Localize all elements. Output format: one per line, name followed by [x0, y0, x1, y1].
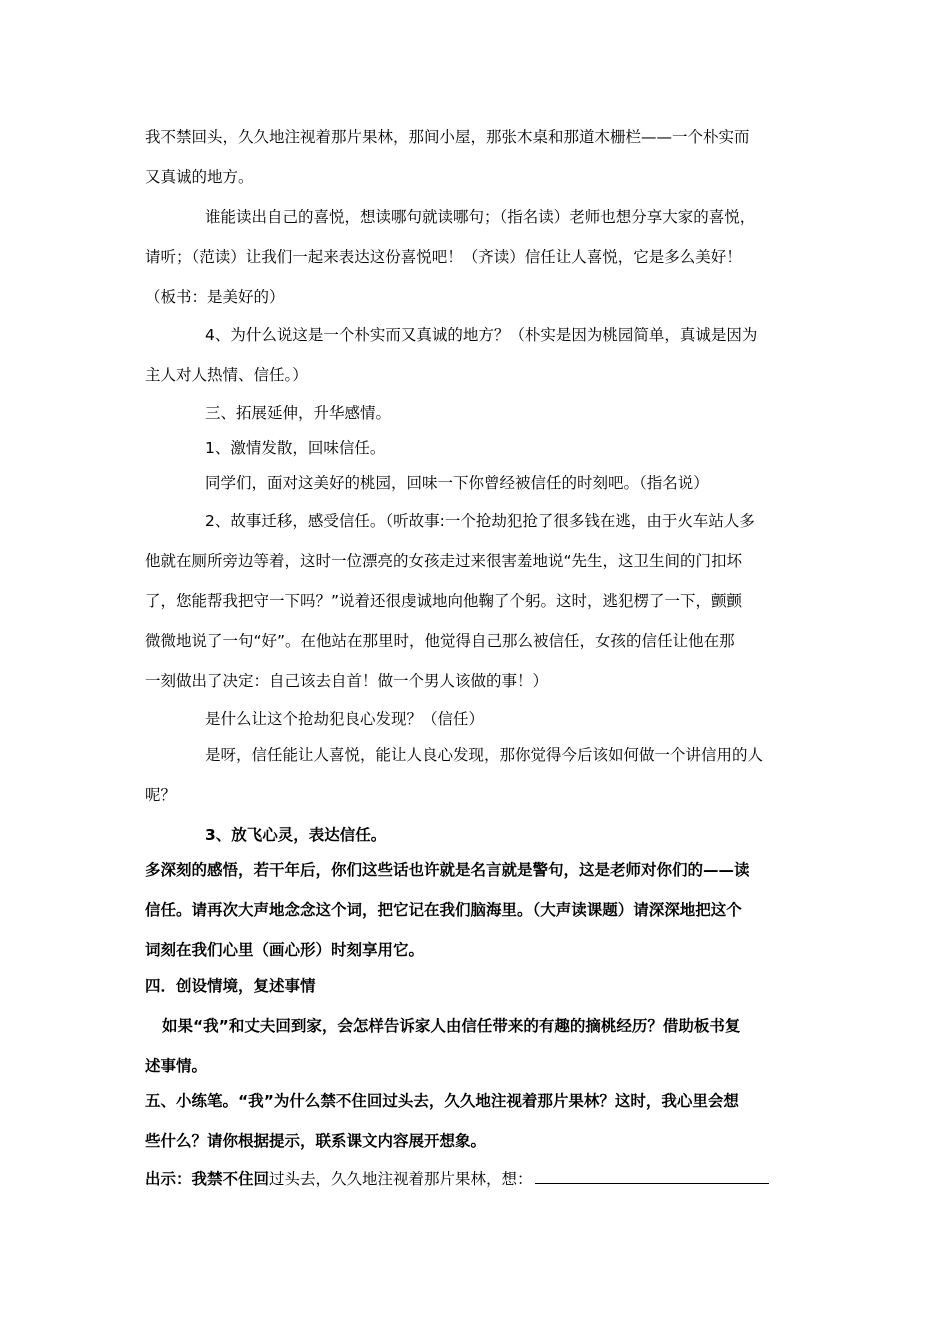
answer-blank[interactable]: [535, 1169, 769, 1184]
paragraph-line: 多深刻的感悟，若干年后，你们这些话也许就是名言就是警句，这是老师对你们的——读: [145, 861, 750, 879]
paragraph-line: 是呀，信任能让人喜悦，能让人良心发现，那你觉得今后该如何做一个讲信用的人: [205, 746, 764, 764]
paragraph-line: 如果“我”和丈夫回到家，会怎样告诉家人由信任带来的有趣的摘桃经历？借助板书复: [162, 1017, 741, 1035]
paragraph-line: 他就在厕所旁边等着，这时一位漂亮的女孩走过来很害羞地说“先生，这卫生间的门扣坏: [145, 552, 743, 570]
subsection-heading: 1、激情发散，回味信任。: [205, 439, 386, 457]
section-heading: 三、拓展延伸，升华感情。: [205, 404, 392, 422]
paragraph-line: 词刻在我们心里（画心形）时刻享用它。: [145, 941, 425, 959]
section-heading: 四．创设情境，复述事情: [145, 977, 316, 995]
exercise-prompt-text: 过头去，久久地注视着那片果林，想：: [269, 1170, 533, 1188]
exercise-prompt-bold: 出示：我禁不住回: [145, 1170, 270, 1188]
paragraph-line: 主人对人热情、信任。）: [145, 366, 308, 384]
blackboard-note: （板书：是美好的）: [145, 288, 285, 306]
subsection-heading: 3、放飞心灵，表达信任。: [205, 826, 387, 844]
paragraph-line: 些什么？请你根据提示，联系课文内容展开想象。: [145, 1132, 487, 1150]
section-heading: 五、小练笔。“我”为什么禁不住回过头去，久久地注视着那片果林？这时，我心里会想: [145, 1092, 739, 1110]
paragraph-line: 是什么让这个抢劫犯良心发现？（信任）: [205, 710, 485, 728]
paragraph-line: 一刻做出了决定：自己该去自首！做一个男人该做的事！）: [145, 672, 549, 690]
paragraph-line: 述事情。: [145, 1057, 208, 1075]
paragraph-line: 呢？: [145, 786, 177, 804]
exercise-prompt: [145, 1169, 769, 1189]
paragraph-line: 了，您能帮我把守一下吗？”说着还很虔诚地向他鞠了个躬。这时，逃犯楞了一下，颤颤: [145, 592, 743, 610]
paragraph-line: 信任。请再次大声地念念这个词，把它记在我们脑海里。（大声读课题）请深深地把这个: [145, 901, 742, 919]
paragraph-line: 4、为什么说这是一个朴实而又真诚的地方？（朴实是因为桃园简单，真诚是因为: [205, 326, 758, 344]
paragraph-line: 谁能读出自己的喜悦，想读哪句就读哪句；（指名读）老师也想分享大家的喜悦，: [205, 208, 756, 226]
subsection-heading: 2、故事迁移，感受信任。（听故事:一个抢劫犯抢了很多钱在逃，由于火车站人多: [205, 512, 755, 530]
paragraph-line: 同学们，面对这美好的桃园，回味一下你曾经被信任的时刻吧。（指名说）: [205, 474, 709, 492]
paragraph-line: 又真诚的地方。: [145, 168, 254, 186]
paragraph-line: 微微地说了一句“好”。在他站在那里时，他觉得自己那么被信任，女孩的信任让他在那: [145, 632, 735, 650]
paragraph-line: 我不禁回头，久久地注视着那片果林，那间小屋，那张木桌和那道木栅栏——一个朴实而: [145, 128, 750, 146]
paragraph-line: 请听；（范读）让我们一起来表达这份喜悦吧！（齐读）信任让人喜悦，它是多么美好！: [145, 248, 742, 266]
